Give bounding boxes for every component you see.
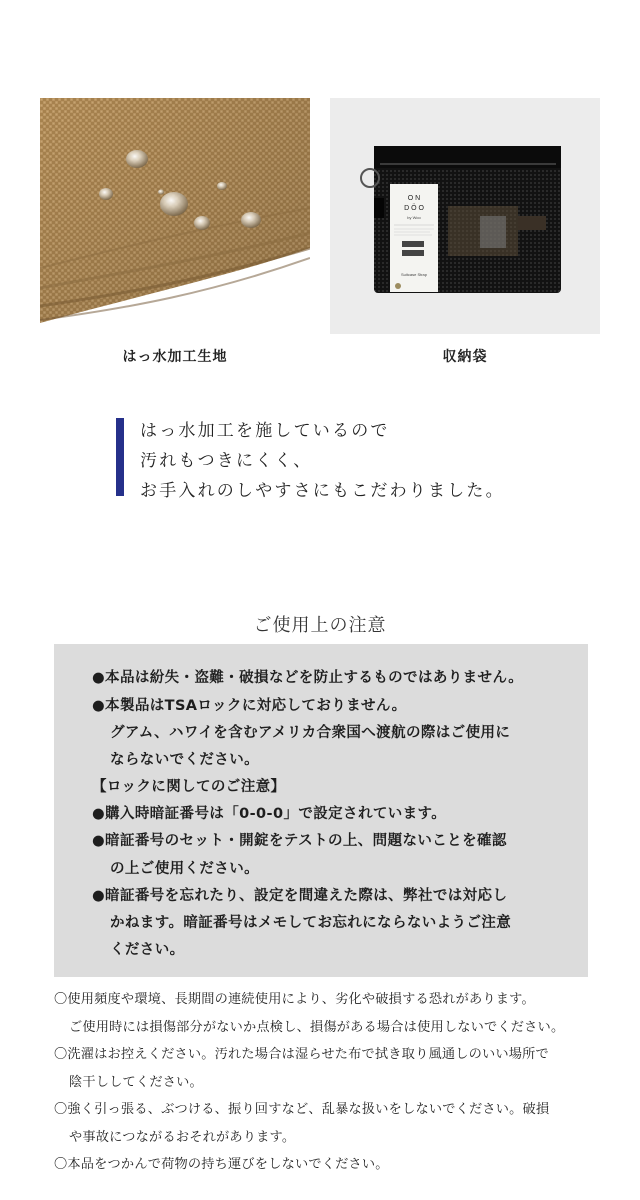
feature-accent-bar bbox=[116, 418, 124, 496]
caution-line: ください。 bbox=[110, 942, 185, 958]
note-line: 〇使用頻度や環境、長期間の連続使用により、劣化や破損する恐れがあります。 bbox=[54, 992, 535, 1007]
note-line: ご使用時には損傷部分がないか点検し、損傷がある場合は使用しないでください。 bbox=[69, 1019, 565, 1035]
caution-line: 【ロックに関してのご注意】 bbox=[92, 779, 286, 795]
caution-line: ●暗証番号を忘れたり、設定を間違えた際は、弊社では対応し bbox=[92, 888, 508, 904]
fabric-image bbox=[40, 98, 310, 334]
feature-line: はっ水加工を施しているので bbox=[140, 421, 390, 441]
caution-line: ●暗証番号のセット・開錠をテストの上、問題ないことを確認 bbox=[92, 833, 507, 849]
fabric-caption: はっ水加工生地 bbox=[122, 349, 228, 365]
feature-line: お手入れのしやすさにもこだわりました。 bbox=[140, 481, 505, 501]
note-line: 陰干ししてください。 bbox=[69, 1074, 203, 1090]
caution-line: の上ご使用ください。 bbox=[110, 861, 259, 877]
note-line: 〇強く引っ張る、ぶつける、振り回すなど、乱暴な扱いをしないでください。破損 bbox=[54, 1102, 550, 1117]
caution-line: グアム、ハワイを含むアメリカ合衆国へ渡航の際はご使用に bbox=[110, 725, 511, 741]
pouch-image bbox=[330, 98, 600, 334]
card-subtitle: by Woo bbox=[407, 215, 421, 220]
feature-text bbox=[140, 416, 580, 506]
pouch-caption: 収納袋 bbox=[442, 349, 488, 365]
note-line: 〇洗濯はお控えください。汚れた場合は湿らせた布で拭き取り風通しのいい場所で bbox=[54, 1047, 549, 1062]
caution-title: ご使用上の注意 bbox=[253, 615, 387, 636]
fabric-photo bbox=[40, 98, 310, 334]
card-brand-bottom: D Ö O bbox=[404, 205, 424, 212]
caution-box bbox=[54, 644, 588, 977]
card-brand-top: O N bbox=[407, 195, 421, 202]
card-footer: Suitcase Strap bbox=[400, 272, 428, 277]
note-line: や事故につながるおそれがあります。 bbox=[69, 1129, 296, 1145]
pouch-photo bbox=[330, 98, 600, 334]
caution-line: ならないでください。 bbox=[110, 752, 259, 768]
product-card bbox=[390, 184, 438, 292]
caution-line: ●本品は紛失・盗難・破損などを防止するものではありません。 bbox=[92, 670, 524, 686]
feature-line: 汚れもつきにくく、 bbox=[140, 451, 313, 471]
caution-line: ●購入時暗証番号は「0-0-0」で設定されています。 bbox=[92, 806, 447, 822]
caution-line: ●本製品はTSAロックに対応しておりません。 bbox=[92, 698, 407, 714]
caution-line: かねます。暗証番号はメモしてお忘れにならないようご注意 bbox=[110, 915, 512, 931]
note-line: 〇本品をつかんで荷物の持ち運びをしないでください。 bbox=[54, 1157, 389, 1172]
usage-notes bbox=[54, 986, 614, 1179]
